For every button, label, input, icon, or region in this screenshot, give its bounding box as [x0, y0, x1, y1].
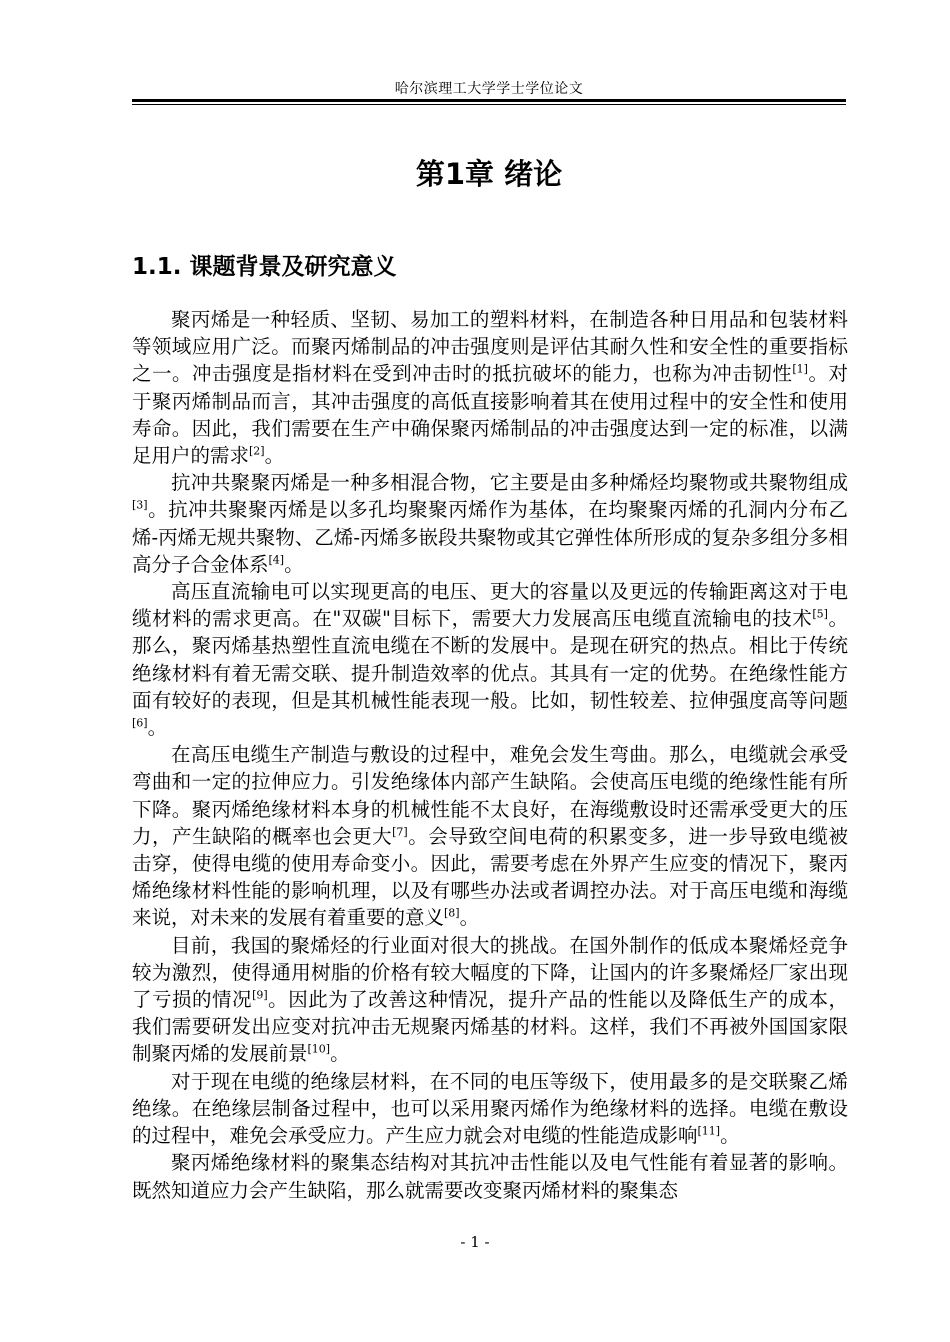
citation-marker: [4]	[268, 553, 285, 567]
citation-marker: [11]	[697, 1124, 721, 1138]
citation-marker: [3]	[132, 498, 148, 512]
page-number: - 1 -	[460, 1233, 490, 1251]
paragraph-text: 。会导致空间电荷的积累变多，进一步导致电缆被击穿，使得电缆的使用寿命变小。因此，需要考虑在外界产生应变的情况下，聚丙烯绝缘材料性能的影响机理，以及有哪些办法或者调控办法。对于高压电缆和海缆来说，对未来的发展有着重要的意义	[132, 824, 848, 930]
paragraph-text: 。	[284, 552, 304, 576]
paragraph-text: 对于现在电缆的绝缘层材料，在不同的电压等级下，使用最多的是交联聚乙烯绝缘。在绝缘层制备过程中，也可以采用聚丙烯作为绝缘材料的选择。电缆在敷设的过程中，难免会承受应力。产生应力就会对电缆的性能造成影响	[132, 1069, 848, 1148]
citation-marker: [8]	[444, 906, 460, 920]
header-rule-thin	[132, 104, 846, 105]
paragraph-text: 在高压电缆生产制造与敷设的过程中，难免会发生弯曲。那么，电缆就会承受弯曲和一定的拉伸应力。引发绝缘体内部产生缺陷。会使高压电缆的绝缘性能有所下降。聚丙烯绝缘材料本身的机械性能不太良好，在海缆敷设时还需承受更大的压力，产生缺陷的概率也会更大	[132, 743, 848, 848]
paragraph-text: 。	[330, 1042, 350, 1066]
paragraph-text: 聚丙烯是一种轻质、坚韧、易加工的塑料材料，在制造各种日用品和包装材料等领域应用广泛。而聚丙烯制品的冲击强度则是评估其耐久性和安全性的重要指标之一。冲击强度是指材料在受到冲击时的抵抗破坏的能力，也称为冲击韧性	[132, 308, 848, 386]
chapter-title: 第1章 绪论	[415, 157, 563, 191]
citation-marker: [5]	[812, 607, 828, 621]
citation-marker: [9]	[252, 988, 268, 1002]
citation-marker: [2]	[249, 444, 265, 458]
paragraph	[132, 1149, 848, 1203]
paragraph	[132, 578, 848, 741]
paragraph-text: 。	[720, 1124, 740, 1148]
body-text	[132, 306, 848, 1204]
paragraph-text: 。	[264, 444, 285, 468]
paragraph-text: 。那么，聚丙烯基热塑性直流电缆在不断的发展中。是现在研究的热点。相比于传统绝缘材料有着无需交联、提升制造效率的优点。其具有一定的优势。在绝缘性能方面有较好的表现，但是其机械性能表现一般。比如，韧性较差、拉伸强度高等问题	[132, 607, 848, 712]
paragraph-text: 抗冲共聚聚丙烯是一种多相混合物，它主要是由多种烯烃均聚物或共聚物组成	[171, 471, 848, 495]
paragraph-text: 。抗冲共聚聚丙烯是以多孔均聚聚丙烯作为基体，在均聚聚丙烯的孔洞内分布乙烯-丙烯无规共聚物、乙烯-丙烯多嵌段共聚物或其它弹性体所形成的复杂多组分多相高分子合金体系	[132, 498, 848, 576]
citation-marker: [6]	[132, 716, 148, 730]
paragraph	[132, 1068, 848, 1150]
paragraph	[132, 306, 848, 469]
paragraph-text: 高压直流输电可以实现更高的电压、更大的容量以及更远的传输距离这对于电缆材料的需求更高。在"双碳"目标下，需要大力发展高压电缆直流输电的技术	[132, 580, 848, 631]
header-rule-thick	[132, 99, 846, 102]
paragraph-text: 目前，我国的聚烯烃的行业面对很大的挑战。在国外制作的低成本聚烯烃竞争较为激烈，使得通用树脂的价格有较大幅度的下降，让国内的许多聚烯烃厂家出现了亏损的情况	[132, 933, 848, 1012]
paragraph-text: 。因此为了改善这种情况，提升产品的性能以及降低生产的成本，我们需要研发出应变对抗冲击无规聚丙烯基的材料。这样，我们不再被外国国家限制聚丙烯的发展前景	[132, 988, 848, 1066]
citation-marker: [7]	[392, 825, 408, 839]
paragraph-text: 聚丙烯绝缘材料的聚集态结构对其抗冲击性能以及电气性能有着显著的影响。既然知道应力会产生缺陷，那么就需要改变聚丙烯材料的聚集态	[132, 1151, 848, 1202]
paragraph	[132, 741, 848, 931]
paragraph-text: 。对于聚丙烯制品而言，其冲击强度的高低直接影响着其在使用过程中的安全性和使用寿命。因此，我们需要在生产中确保聚丙烯制品的冲击强度达到一定的标准，以满足用户的需求	[132, 362, 848, 468]
running-header: 哈尔滨理工大学学士学位论文	[394, 81, 584, 97]
citation-marker: [10]	[307, 1042, 331, 1056]
paragraph-text: 。	[147, 716, 168, 740]
section-heading: 1.1. 课题背景及研究意义	[132, 254, 397, 280]
paragraph	[132, 932, 848, 1068]
paragraph-text: 。	[459, 906, 480, 930]
citation-marker: [1]	[792, 362, 808, 376]
paragraph	[132, 469, 848, 578]
